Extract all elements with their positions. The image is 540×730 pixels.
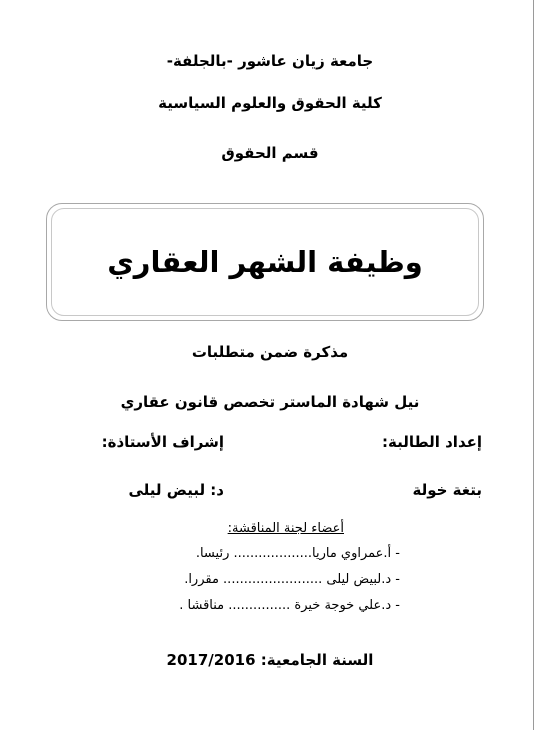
faculty-name: كلية الحقوق والعلوم السياسية [158, 94, 382, 112]
supervised-by-label: إشراف الأستاذة: [101, 433, 224, 451]
university-name: جامعة زيان عاشور -بالجلفة- [166, 52, 374, 70]
prepared-by-label: إعداد الطالبة: [382, 433, 482, 451]
jury-member: - د.لبيض ليلى ........................ مقررا. [184, 572, 400, 587]
department-name: قسم الحقوق [221, 144, 319, 162]
memo-line: مذكرة ضمن متطلبات [191, 343, 349, 361]
student-name: بتغة خولة [412, 481, 482, 499]
academic-year-label: السنة الجامعية: [260, 651, 374, 669]
jury-title: أعضاء لجنة المناقشة: [227, 521, 344, 536]
degree-line: نيل شهادة الماستر تخصص قانون عقاري [120, 393, 420, 411]
academic-year [0, 651, 540, 669]
title-frame [46, 203, 484, 321]
thesis-title: وظيفة الشهر العقاري [107, 245, 423, 279]
supervisor-name: د: لبيض ليلى [128, 481, 224, 499]
jury-member: - أ.عمراوي ماريا................... رئيسا. [195, 546, 400, 561]
jury-member: - د.علي خوجة خيرة ............... مناقشا . [179, 598, 400, 613]
academic-year-value: 2017/2016 [166, 651, 256, 669]
